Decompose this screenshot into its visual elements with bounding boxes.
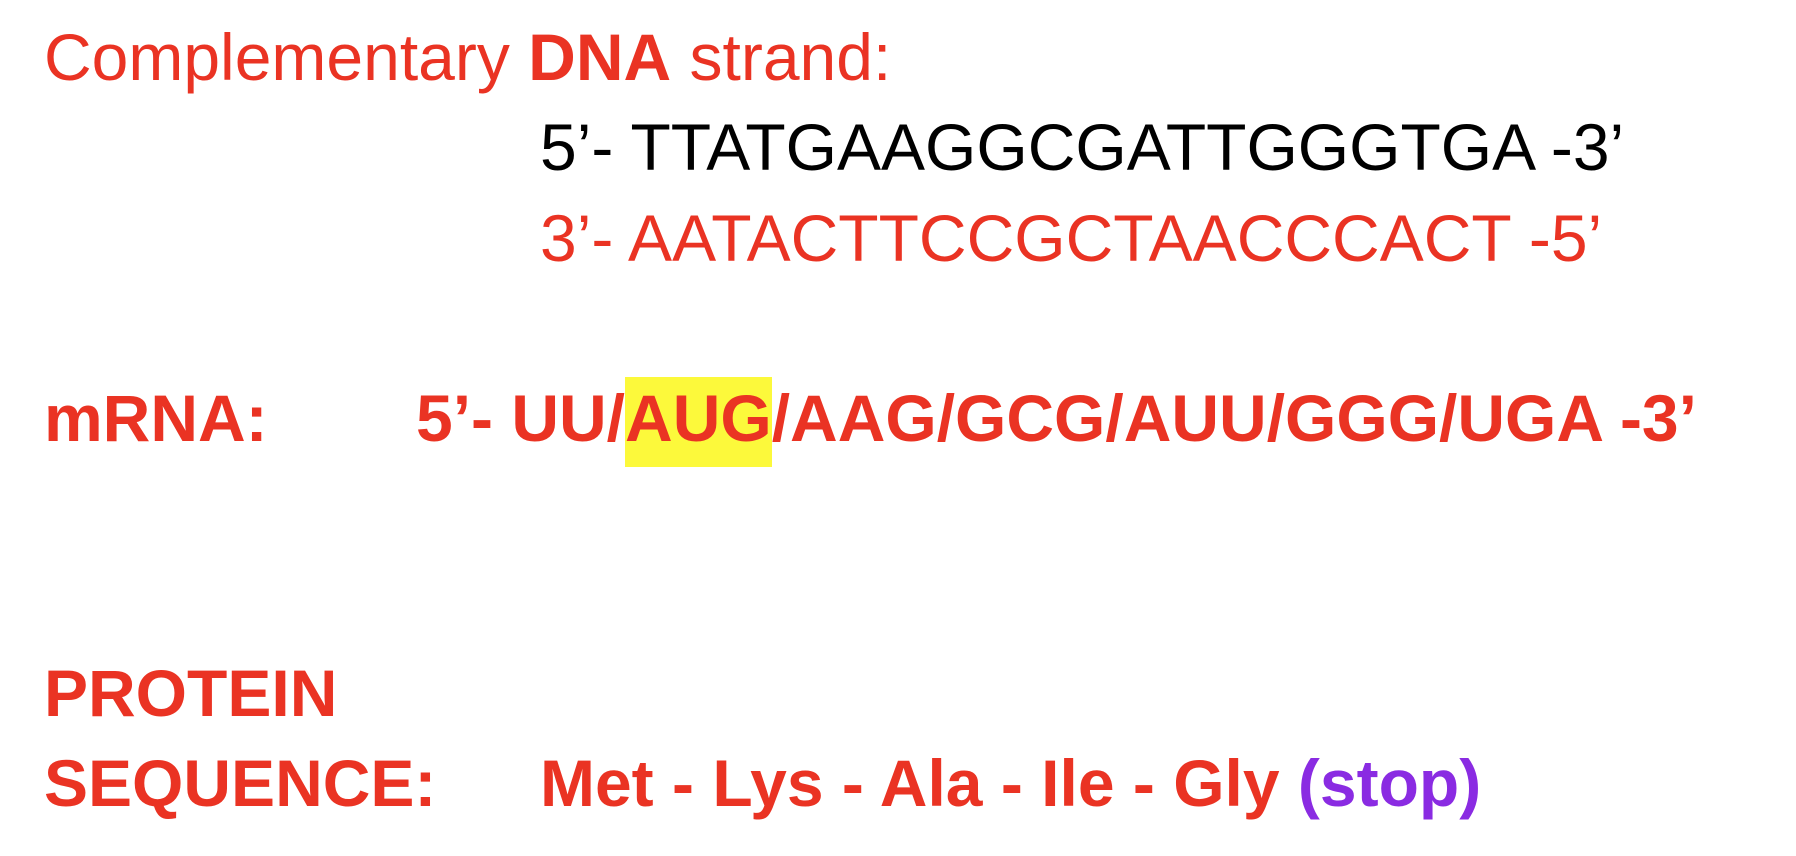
protein-label-line1: PROTEIN [44, 656, 338, 730]
protein-label-line2: SEQUENCE: [44, 746, 437, 820]
mrna-label: mRNA: [44, 381, 268, 455]
heading-dna-bold: DNA [528, 20, 672, 94]
start-codon-highlight: AUG [625, 377, 772, 467]
heading-prefix: Complementary [44, 20, 529, 94]
heading-suffix: strand: [671, 20, 892, 94]
mrna-suffix: /AAG/GCG/AUU/GGG/UGA -3’ [771, 381, 1697, 455]
mrna-prefix: 5’- UU/ [416, 381, 626, 455]
stop-label: (stop) [1297, 746, 1482, 820]
mrna-sequence [416, 381, 1697, 455]
dna-top-strand: 5’- TTATGAAGGCGATTGGGTGA -3’ [540, 110, 1625, 184]
amino-acid-sequence: Met - Lys - Ala - Ile - Gly [540, 746, 1298, 820]
dna-bottom-strand: 3’- AATACTTCCGCTAACCCACT -5’ [540, 201, 1603, 275]
complementary-dna-heading [44, 20, 892, 94]
protein-sequence [540, 746, 1482, 820]
